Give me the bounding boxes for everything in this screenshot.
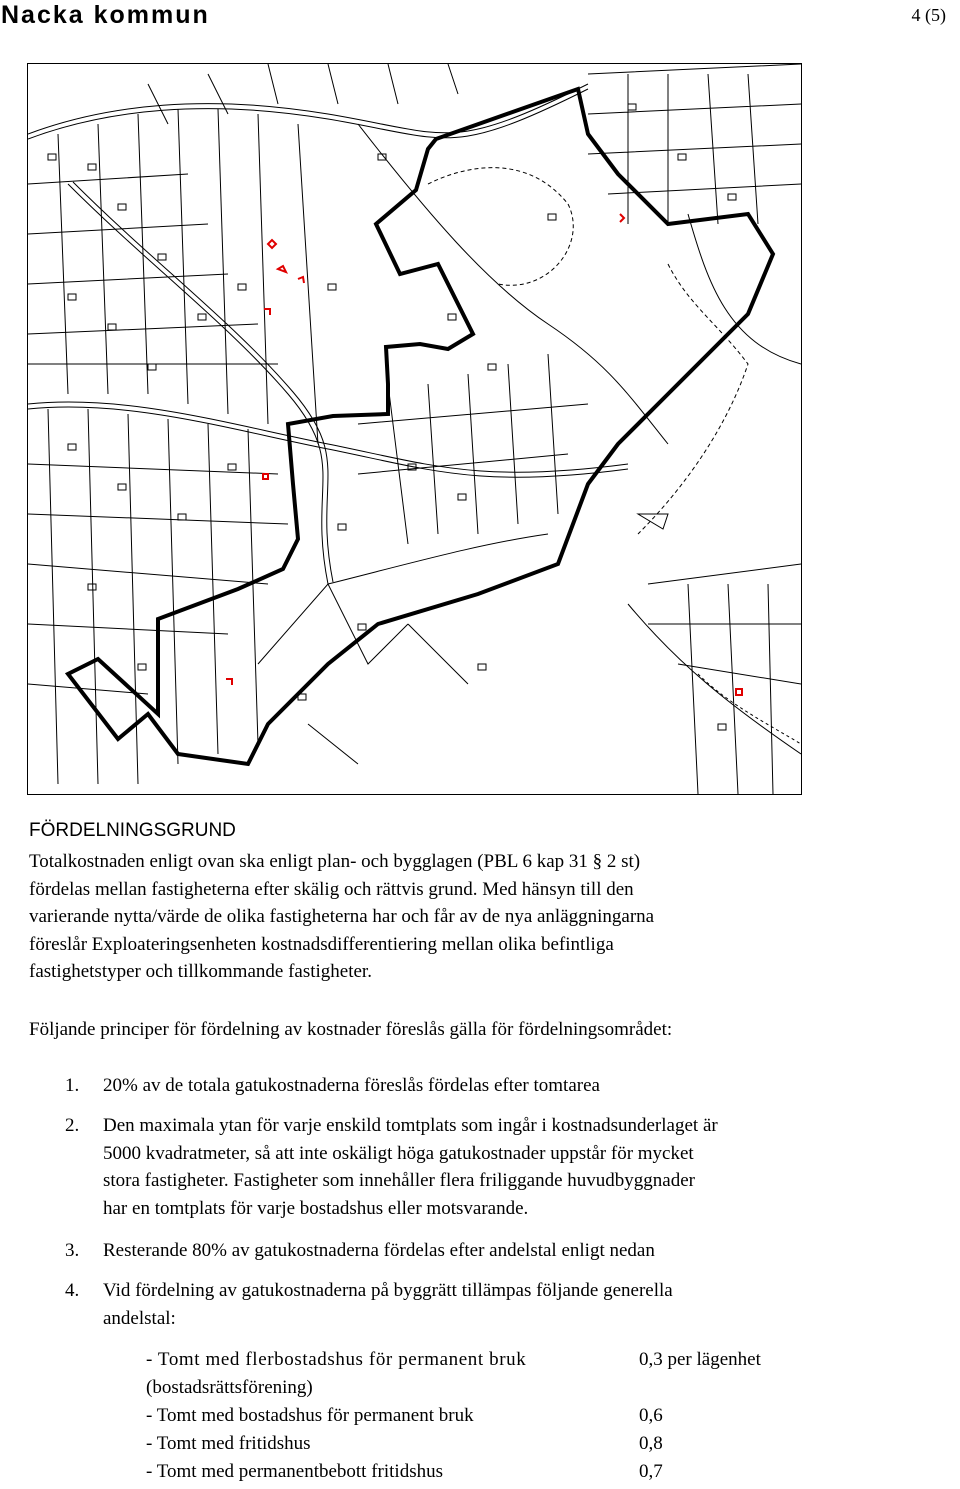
paragraph-principles-intro: Följande principer för fördelning av kostnader föreslås gälla för fördelningsområdet: [29,1019,673,1040]
paragraph-line: föreslår Exploateringsenheten kostnadsdifferentiering mellan olika befintliga [29,933,614,955]
shares-row [146,1374,761,1402]
principle-number: 3. [65,1240,80,1261]
shares-desc: - Tomt med permanentbebott fritidshus [146,1461,443,1482]
parcel-lines [28,64,801,794]
shares-desc: - Tomt med bostadshus för permanent bruk [146,1405,474,1426]
principle-list-item [65,1237,905,1265]
principle-line: stora fastigheter. Fastigheter som innehåller flera friliggande huvudbyggnader [103,1170,695,1191]
page-header-title: Nacka kommun [1,1,210,29]
paragraph-line: varierande nytta/värde de olika fastigheterna har och får av de nya anläggningarna [29,906,655,927]
shares-value: 0,7 [639,1461,663,1482]
paragraph-line: Totalkostnaden enligt ovan ska enligt plan- och bygglagen (PBL 6 kap 31 § 2 st) [29,851,641,872]
principle-line: Resterande 80% av gatukostnaderna fördelas efter andelstal enligt nedan [103,1240,655,1261]
principle-line: andelstal: [103,1307,176,1329]
principle-list-item [65,1072,905,1100]
cadastral-map-icon [28,64,801,794]
principle-list-item [65,1277,905,1332]
shares-desc: - Tomt med flerbostadshus för permanent bruk [146,1349,527,1370]
principle-line: 20% av de totala gatukostnaderna föreslås fördelas efter tomtarea [103,1075,600,1096]
shares-row [146,1430,761,1458]
paragraph-cost-distribution [29,848,869,986]
shares-value: 0,3 per lägenhet [639,1349,761,1370]
shares-desc: - Tomt med fritidshus [146,1433,311,1454]
shares-value: 0,6 [639,1405,663,1426]
paragraph-line: fastighetstyper och tillkommande fastigheter. [29,961,372,982]
page-number: 4 (5) [911,5,946,25]
principle-list-item [65,1112,905,1222]
shares-desc: (bostadsrättsförening) [146,1377,313,1398]
principle-number: 2. [65,1115,80,1136]
principle-line: har en tomtplats för varje bostadshus eller motsvarande. [103,1197,529,1219]
shares-row [146,1346,761,1374]
principle-line: 5000 kvadratmeter, så att inte oskäligt höga gatukostnader uppstår för mycket [103,1142,694,1164]
area-boundary [68,89,773,764]
shares-row [146,1402,761,1430]
shares-value: 0,8 [639,1433,663,1454]
principle-number: 1. [65,1075,80,1096]
shares-table [146,1346,761,1486]
shares-row [146,1458,761,1486]
principle-line: Den maximala ytan för varje enskild tomtplats som ingår i kostnadsunderlaget är [103,1115,718,1136]
paragraph-line: fördelas mellan fastigheterna efter skälig och rättvis grund. Med hänsyn till den [29,878,634,900]
principle-line: Vid fördelning av gatukostnaderna på byggrätt tillämpas följande generella [103,1280,673,1301]
principle-number: 4. [65,1280,80,1301]
section-heading: FÖRDELNINGSGRUND [29,820,236,841]
red-markers [226,214,742,695]
cadastral-map [27,63,802,795]
